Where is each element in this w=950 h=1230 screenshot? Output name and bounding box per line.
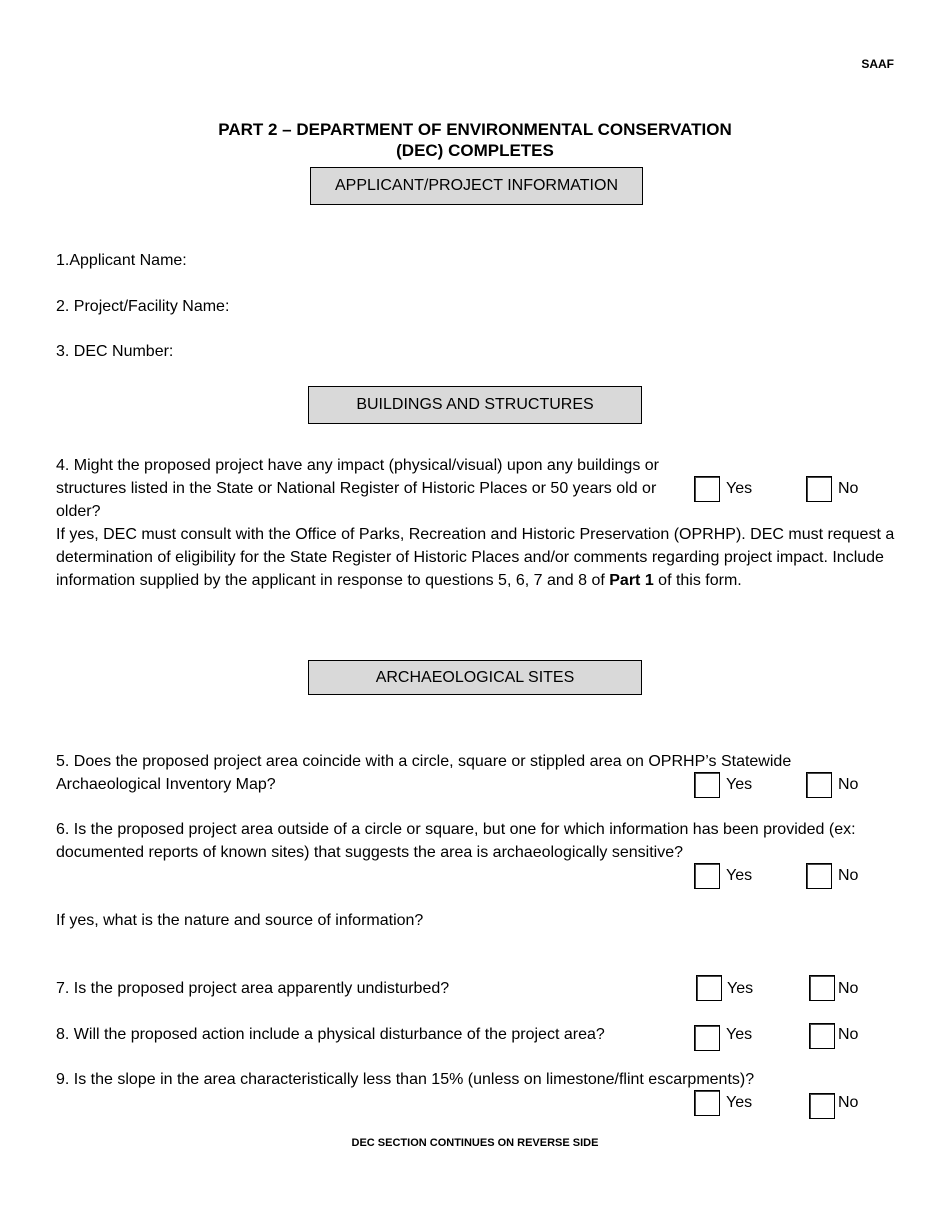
q7-no-label: No: [838, 980, 859, 997]
question-5: 5. Does the proposed project area coincide with a circle, square or stippled area on OPRHP’s Statewide Archaeological Inventory Map?: [56, 753, 792, 793]
q6-no-checkbox[interactable]: [806, 863, 832, 889]
dec-number-label: 3. DEC Number:: [56, 343, 174, 360]
q4-yes-checkbox[interactable]: [694, 476, 720, 502]
question-7: 7. Is the proposed project area apparently undisturbed?: [56, 980, 450, 997]
q6-yes-label: Yes: [726, 867, 753, 884]
question-6: 6. Is the proposed project area outside of a circle or square, but one for which information has been provided (ex: documented reports of known sites) that suggests the area is archaeologically sensitive?: [56, 821, 856, 861]
question-8: 8. Will the proposed action include a physical disturbance of the project area?: [56, 1026, 605, 1043]
q4-no-label: No: [838, 480, 859, 497]
q7-no-checkbox[interactable]: [809, 975, 835, 1001]
q5-no-label: No: [838, 776, 859, 793]
q9-yes-checkbox[interactable]: [694, 1090, 720, 1116]
question-4: 4. Might the proposed project have any impact (physical/visual) upon any buildings or structures listed in the State or National Register of Historic Places or 50 years old or older?: [56, 457, 659, 520]
q9-no-label: No: [838, 1094, 859, 1111]
q4-no-checkbox[interactable]: [806, 476, 832, 502]
q5-no-checkbox[interactable]: [806, 772, 832, 798]
applicant-name-label: 1.Applicant Name:: [56, 252, 187, 269]
q6-yes-checkbox[interactable]: [694, 863, 720, 889]
form-code: SAAF: [861, 57, 894, 71]
q6-no-label: No: [838, 867, 859, 884]
q9-yes-label: Yes: [726, 1094, 753, 1111]
section-buildings-header: BUILDINGS AND STRUCTURES: [308, 386, 642, 424]
section-applicant-header: APPLICANT/PROJECT INFORMATION: [310, 167, 643, 205]
q4-instruction-bold: Part 1: [609, 572, 654, 589]
q5-yes-checkbox[interactable]: [694, 772, 720, 798]
project-name-label: 2. Project/Facility Name:: [56, 298, 230, 315]
section-archaeological-header: ARCHAEOLOGICAL SITES: [308, 660, 642, 695]
page-title: PART 2 – DEPARTMENT OF ENVIRONMENTAL CONSERVATION: [218, 120, 732, 139]
q4-instruction: [56, 523, 896, 592]
q8-yes-checkbox[interactable]: [694, 1025, 720, 1051]
q8-no-checkbox[interactable]: [809, 1023, 835, 1049]
q7-yes-checkbox[interactable]: [696, 975, 722, 1001]
question-9: 9. Is the slope in the area characteristically less than 15% (unless on limestone/flint escarpments)?: [56, 1071, 755, 1088]
q8-no-label: No: [838, 1026, 859, 1043]
q7-yes-label: Yes: [727, 980, 754, 997]
q5-yes-label: Yes: [726, 776, 753, 793]
q4-instruction-text: If yes, DEC must consult with the Office of Parks, Recreation and Historic Preservation (OPRHP). DEC must request a determination of eligibility for the State Register of Historic Places and/or comments regarding project impact. Include information supplied by the applicant in response to questions 5, 6, 7 and 8 of: [56, 526, 895, 589]
page-footer: DEC SECTION CONTINUES ON REVERSE SIDE: [351, 1137, 599, 1149]
page-subtitle: (DEC) COMPLETES: [396, 141, 554, 160]
q6-followup: If yes, what is the nature and source of information?: [56, 912, 424, 929]
q9-no-checkbox[interactable]: [809, 1093, 835, 1119]
q4-instruction-tail: of this form.: [653, 572, 742, 589]
q4-yes-label: Yes: [726, 480, 753, 497]
q8-yes-label: Yes: [726, 1026, 753, 1043]
